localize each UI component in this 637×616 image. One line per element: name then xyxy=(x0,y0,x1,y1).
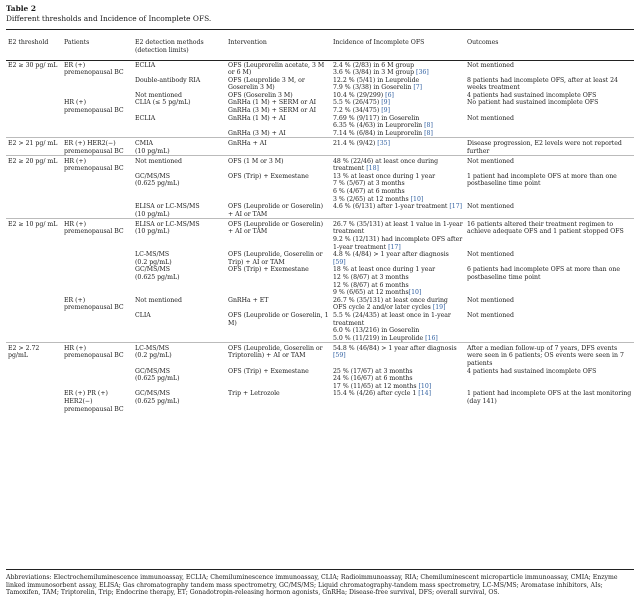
cell-intervention: OFS (Trip) + Exemestane xyxy=(228,367,309,375)
header-incidence: Incidence of Incomplete OFS xyxy=(333,39,425,46)
cell-patients xyxy=(62,173,133,203)
cell-threshold xyxy=(6,297,62,312)
cell-threshold xyxy=(6,390,62,413)
cell-patients xyxy=(62,251,133,266)
cell-intervention: GnRHa + AI xyxy=(226,138,331,156)
cell-outcomes: Not mentioned xyxy=(467,114,514,122)
citation-reference[interactable]: [10] xyxy=(408,289,422,297)
cell-incidence: 25 % (17/67) at 3 months 24 % (16/67) at 6 months 17 % (11/65) at 12 months [10] xyxy=(333,367,432,390)
cell-incidence: 18 % at least once during 1 year 12 % (8/67) at 3 months 12 % (8/67) at 6 months 9 % (6/65) at 12 months[10] xyxy=(333,266,436,297)
cell-incidence: 5.5 % (26/475) [9] 7.2 % (34/475) [9] xyxy=(333,99,390,115)
cell-threshold xyxy=(6,203,62,219)
citation-reference[interactable]: [8] xyxy=(424,129,433,137)
cell-threshold: E2 > 21 pg/ mL xyxy=(6,138,62,156)
cell-outcomes: Not mentioned xyxy=(467,296,514,304)
table-row xyxy=(6,266,634,296)
table-row xyxy=(6,156,634,173)
cell-threshold: E2 ≥ 30 pg/ mL xyxy=(8,61,58,69)
cell-patients: ER (+) premenopausal BC xyxy=(64,296,124,312)
cell-outcomes: 4 patients had sustained incomplete OFS xyxy=(467,91,597,99)
cell-detection-method: CMIA (10 pg/mL) xyxy=(133,138,226,156)
citation-reference[interactable]: [10] xyxy=(418,382,432,390)
cell-outcomes: No patient had sustained incomplete OFS xyxy=(467,99,599,107)
cell-detection-method: Not mentioned xyxy=(135,91,182,99)
cell-detection-method: GC/MS/MS (0.625 pg/mL) xyxy=(135,390,180,406)
cell-threshold xyxy=(6,312,62,343)
cell-detection-method: LC-MS/MS (0.2 pg/mL) xyxy=(133,343,226,368)
cell-outcomes: Not mentioned xyxy=(467,312,514,319)
cell-patients: ER (+) PR (+) HER2(−) premenopausal BC xyxy=(64,390,124,413)
cell-detection-method: GC/MS/MS (0.625 pg/mL) xyxy=(135,367,180,383)
table-row xyxy=(6,368,634,391)
cell-incidence: 4.8 % (4/84) > 1 year after diagnosis [59] xyxy=(333,251,449,266)
cell-intervention: OFS (Leuprolide or Goserelin) + AI or TAM xyxy=(228,203,324,218)
cell-outcomes: 1 patient had incomplete OFS at the last monitoring (day 141) xyxy=(467,390,632,406)
cell-outcomes: Not mentioned xyxy=(467,203,514,211)
citation-reference[interactable]: [17] xyxy=(388,243,401,251)
table-row xyxy=(6,115,634,138)
cell-incidence: 4.6 % (6/131) after 1-year treatment [17] xyxy=(333,203,463,211)
cell-incidence: 13 % at least once during 1 year 7 % (5/67) at 3 months 6 % (4/67) at 6 months 3 % (2/65) at 12 months [10] xyxy=(333,172,436,203)
cell-outcomes: Not mentioned xyxy=(467,251,514,259)
cell-outcomes: Not mentioned xyxy=(467,61,514,69)
cell-incidence: 12.2 % (5/41) in Leuprolide 7.9 % (3/38) in Goserelin [7] xyxy=(333,76,423,92)
table-row xyxy=(6,60,634,77)
cell-outcomes: Not mentioned xyxy=(465,156,634,173)
cell-patients: ER (+) HER2(−) premenopausal BC xyxy=(62,138,133,156)
cell-intervention: OFS (Leuprolide or Goserelin, 1 M) xyxy=(228,312,329,327)
abbreviations-footnote: Abbreviations: Electrochemiluminescence immunoassay, ECLIA; Chemiluminescence immunoassay, CLIA; Radioimmunoassay, RIA; Chemiluminescent microparticle immunoassay, CMIA; Enzyme linked immunosorbent assay, ELISA; Gas chromatography tandem mass spectrometry, GC/MS/MS; Liquid chromatography-tandem mass spectrometry, LC-MS/MS; Aromatase inhibitors, AIs; Tamoxifen, TAM; Triptorelin, Trip; Endocrine therapy, ET; Gonadotropin-releasing hormon agonists, GnRHa; Disease-free survival, DFS; overall survival, OS. xyxy=(6,574,618,597)
cell-threshold xyxy=(6,368,62,391)
table-row xyxy=(6,92,634,100)
cell-detection-method: Double-antibody RIA xyxy=(135,76,201,84)
cell-detection-method: ELISA or LC-MS/MS (10 pg/mL) xyxy=(133,219,226,251)
header-patients: Patients xyxy=(64,39,90,46)
header-detection-methods: E2 detection methods (detection limits) xyxy=(135,39,204,54)
citation-reference[interactable]: [19] xyxy=(432,304,446,312)
citation-reference[interactable]: [10] xyxy=(410,195,424,203)
thresholds-table xyxy=(6,38,634,413)
citation-reference[interactable]: [36] xyxy=(416,69,429,77)
cell-incidence: 48 % (22/46) at least once during treatment [18] xyxy=(331,156,465,173)
cell-detection-method: Not mentioned xyxy=(135,296,182,304)
cell-outcomes: 8 patients had incomplete OFS, after at least 24 weeks treatment xyxy=(467,76,618,92)
cell-threshold xyxy=(6,92,62,100)
cell-threshold xyxy=(6,77,62,92)
cell-intervention: GnRHa (1 M) + SERM or AI GnRHa (3 M) + SERM or AI xyxy=(228,99,317,115)
cell-patients: HR (+) premenopausal BC xyxy=(62,343,133,368)
citation-reference[interactable]: [9] xyxy=(381,99,390,107)
cell-incidence: 26.7 % (35/131) at least once during OFS cycle 2 and/or later cycles [19] xyxy=(333,296,448,312)
table-row xyxy=(6,251,634,266)
citation-reference[interactable]: [9] xyxy=(381,107,390,115)
cell-threshold xyxy=(6,173,62,203)
table-row xyxy=(6,77,634,92)
cell-patients: HR (+) premenopausal BC xyxy=(62,219,133,251)
cell-outcomes: Disease progression, E2 levels were not reported further xyxy=(465,138,634,156)
cell-threshold xyxy=(6,251,62,266)
table-row xyxy=(6,99,634,114)
cell-patients xyxy=(62,115,133,138)
table-row xyxy=(6,312,634,343)
cell-detection-method: ECLIA xyxy=(135,61,156,69)
cell-intervention: OFS (Leuprolide or Goserelin) + AI or TAM xyxy=(226,219,331,251)
table-row xyxy=(6,203,634,219)
cell-incidence: 2.4 % (2/83) in 6 M group 3.6 % (3/84) in 3 M group [36] xyxy=(333,61,429,77)
cell-intervention: OFS (Goserelin 3 M) xyxy=(228,91,293,99)
citation-reference[interactable]: [8] xyxy=(424,122,433,130)
table-body xyxy=(6,60,634,413)
cell-threshold: E2 ≥ 20 pg/ mL xyxy=(6,156,62,173)
cell-intervention: OFS (Trip) + Exemestane xyxy=(228,172,309,180)
cell-detection-method: CLIA xyxy=(135,312,151,319)
cell-outcomes: 16 patients altered their treatment regimen to achieve adequate OFS and 1 patient stopped OFS xyxy=(465,219,634,251)
cell-patients xyxy=(62,77,133,92)
cell-patients: ER (+) premenopausal BC xyxy=(64,61,124,77)
cell-incidence: 10.4 % (29/299) [6] xyxy=(333,91,394,99)
cell-incidence: 21.4 % (9/42) [35] xyxy=(331,138,465,156)
cell-threshold xyxy=(6,266,62,296)
table-header xyxy=(6,38,634,60)
cell-detection-method: LC-MS/MS (0.2 pg/mL) xyxy=(135,251,172,266)
cell-patients xyxy=(62,92,133,100)
citation-reference[interactable]: [14] xyxy=(418,390,431,398)
cell-incidence: 5.5 % (24/435) at least once in 1-year treatment 6.0 % (13/216) in Goserelin 5.0 % (11/219) in Leuprolide [16] xyxy=(333,312,451,342)
cell-incidence: 15.4 % (4/26) after cycle 1 [14] xyxy=(333,390,431,398)
header-threshold: E2 threshold xyxy=(8,39,49,46)
table-row xyxy=(6,138,634,156)
cell-detection-method: Not mentioned xyxy=(133,156,226,173)
cell-intervention: OFS (Leuprorelin acetate, 3 M or 6 M) xyxy=(228,61,325,77)
cell-intervention: OFS (Leuprolide, Goserelin or Triptorelin) + AI or TAM xyxy=(226,343,331,368)
cell-intervention: OFS (Leuprolide 3 M, or Goserelin 3 M) xyxy=(228,76,305,92)
cell-patients xyxy=(62,266,133,296)
cell-detection-method: CLIA (≤ 5 pg/mL) xyxy=(135,99,191,107)
citation-reference[interactable]: [59] xyxy=(333,258,346,266)
header-outcomes: Outcomes xyxy=(467,39,499,46)
table-row xyxy=(6,390,634,413)
cell-patients xyxy=(62,312,133,343)
citation-reference[interactable]: [17] xyxy=(449,203,463,211)
cell-detection-method: ECLIA xyxy=(135,114,156,122)
cell-threshold: E2 > 2.72 pg/mL xyxy=(6,343,62,368)
cell-incidence: 54.8 % (46/84) > 1 year after diagnosis [59] xyxy=(331,343,465,368)
cell-outcomes: 1 patient had incomplete OFS at more than one postbaseline time point xyxy=(467,172,617,188)
table-row xyxy=(6,297,634,312)
cell-intervention: OFS (Trip) + Exemestane xyxy=(228,266,309,274)
cell-outcomes: 4 patients had sustained incomplete OFS xyxy=(467,367,597,375)
cell-intervention: OFS (1 M or 3 M) xyxy=(226,156,331,173)
cell-detection-method: ELISA or LC-MS/MS (10 pg/mL) xyxy=(135,203,200,218)
table-row xyxy=(6,173,634,203)
bottom-rule xyxy=(6,569,634,570)
table-label: Table 2 xyxy=(6,4,36,13)
cell-threshold xyxy=(6,115,62,138)
citation-reference[interactable]: [7] xyxy=(413,84,423,92)
cell-outcomes: After a median follow-up of 7 years, DFS events were seen in 6 patients; OS events were seen in 7 patients xyxy=(465,343,634,368)
cell-threshold xyxy=(6,99,62,114)
cell-intervention: GnRHa + ET xyxy=(228,296,269,304)
table-row xyxy=(6,343,634,368)
cell-incidence: 26.7 % (35/131) at least 1 value in 1-year treatment 9.2 % (12/131) had incomplete OFS after 1-year treatment [17] xyxy=(331,219,465,251)
cell-patients: HR (+) premenopausal BC xyxy=(64,99,124,115)
cell-incidence: 7.69 % (9/117) in Goserelin 6.35 % (4/63) in Leuprorelin [8] 7.14 % (6/84) in Leuprorelin [8] xyxy=(333,114,433,137)
citation-reference[interactable]: [6] xyxy=(385,91,394,99)
cell-detection-method: GC/MS/MS (0.625 pg/mL) xyxy=(135,266,180,282)
cell-patients xyxy=(62,203,133,219)
table-caption xyxy=(6,4,211,23)
table-row xyxy=(6,219,634,251)
cell-outcomes: 6 patients had incomplete OFS at more than one postbaseline time point xyxy=(467,266,621,282)
table-title: Different thresholds and Incidence of Incomplete OFS. xyxy=(6,13,212,23)
cell-intervention: Trip + Letrozole xyxy=(228,390,280,398)
header-intervention: Intervention xyxy=(228,39,267,46)
cell-threshold: E2 ≥ 10 pg/ mL xyxy=(6,219,62,251)
cell-patients xyxy=(62,368,133,391)
cell-intervention: GnRHa (1 M) + AI GnRHa (3 M) + AI xyxy=(228,114,286,137)
citation-reference[interactable]: [18] xyxy=(366,165,379,173)
citation-reference[interactable]: [35] xyxy=(377,139,390,147)
citation-reference[interactable]: [59] xyxy=(333,352,346,360)
top-rule xyxy=(6,29,634,30)
citation-reference[interactable]: [16] xyxy=(425,334,438,342)
cell-intervention: OFS (Leuprolide, Goserelin or Trip) + AI or TAM xyxy=(228,251,323,266)
cell-patients: HR (+) premenopausal BC xyxy=(62,156,133,173)
cell-detection-method: GC/MS/MS (0.625 pg/mL) xyxy=(135,172,180,188)
